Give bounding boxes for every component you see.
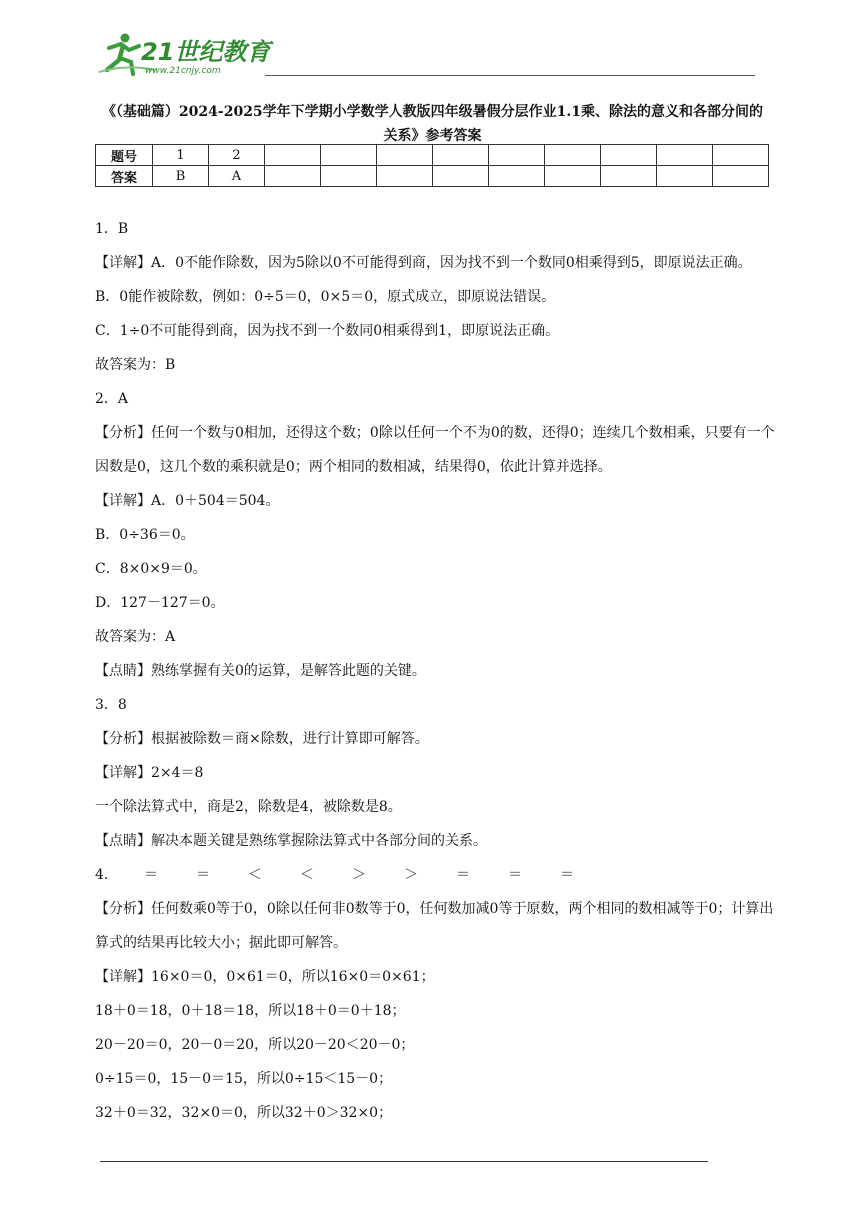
table-cell [321,166,377,187]
text-line: 【详解】A．0＋504＝504。 [95,493,280,509]
text-line: 【详解】2×4＝8 [95,765,204,781]
comparison-symbol: ＝ [144,867,158,883]
text-line: 一个除法算式中，商是2，除数是4，被除数是8。 [95,799,402,815]
text-line: 1．B [95,221,129,237]
text-line: 【点睛】解决本题关键是熟练掌握除法算式中各部分间的关系。 [95,833,487,849]
table-cell [601,166,657,187]
row-label: 答案 [96,166,153,187]
text-line: 【详解】16×0＝0，0×61＝0，所以16×0＝0×61； [95,969,435,985]
page-header [95,30,755,78]
text-line: 2．A [95,391,129,407]
comparison-symbol: ＝ [560,867,574,883]
comparison-symbol: ＝ [196,867,210,883]
text-line: 3．8 [95,697,127,713]
text-line: D．127－127＝0。 [95,595,225,611]
svg-text:www.21cnjy.com: www.21cnjy.com [145,66,221,76]
row-label: 题号 [96,145,153,166]
comparison-symbol: ＜ [300,867,314,883]
header-rule [265,75,755,76]
document-title: 《（基础篇）2024-2025学年下学期小学数学人教版四年级暑假分层作业1.1乘、除法的意义和各部分间的关系》参考答案 [101,104,764,144]
text-line: C．8×0×9＝0。 [95,561,207,577]
table-cell [657,145,713,166]
text-line: 故答案为：B [95,357,176,373]
table-cell: B [153,166,209,187]
table-cell [489,166,545,187]
table-row-answers [96,166,769,187]
table-cell [433,166,489,187]
comparison-symbol: ＜ [248,867,262,883]
table-cell [657,166,713,187]
footer-rule [100,1161,708,1162]
svg-text:21世纪教育: 21世纪教育 [141,38,271,66]
comparison-symbol: ＝ [508,867,522,883]
comparison-symbol: ＞ [404,867,418,883]
q4-answer-line [95,858,775,892]
comparison-symbol: ＝ [456,867,470,883]
table-cell [265,145,321,166]
table-cell [545,166,601,187]
text-line: 【分析】任何一个数与0相加，还得这个数；0除以任何一个不为0的数，还得0；连续几个数相乘，只要有一个因数是0，这几个数的乘积就是0；两个相同的数相减，结果得0，依此计算并选择。 [95,425,775,475]
text-line: B．0能作被除数，例如：0÷5＝0，0×5＝0，原式成立，即原说法错误。 [95,289,556,305]
text-line: 【分析】任何数乘0等于0，0除以任何非0数等于0，任何数加减0等于原数，两个相同的数相减等于0；计算出算式的结果再比较大小；据此即可解答。 [95,901,774,951]
text-line: 故答案为：A [95,629,176,645]
question-number: 4． [95,867,118,883]
table-cell: A [209,166,265,187]
table-cell [713,145,769,166]
text-line: 【分析】根据被除数＝商×除数，进行计算即可解答。 [95,731,429,747]
comparison-symbol: ＞ [352,867,366,883]
text-line: 【详解】A．0不能作除数，因为5除以0不可能得到商，因为找不到一个数同0相乘得到5，即原说法正确。 [95,255,752,271]
table-cell [713,166,769,187]
table-cell [265,166,321,187]
answer-table [95,144,769,187]
text-line: B．0÷36＝0。 [95,527,195,543]
table-cell: 1 [153,145,209,166]
21cnjy-logo [95,30,275,76]
table-cell [433,145,489,166]
table-cell [321,145,377,166]
text-line: 【点睛】熟练掌握有关0的运算，是解答此题的关键。 [95,663,426,679]
text-line: C．1÷0不可能得到商，因为找不到一个数同0相乘得到1，即原说法正确。 [95,323,560,339]
table-cell: 2 [209,145,265,166]
table-cell [377,145,433,166]
text-line: 20－20＝0，20－0＝20，所以20－20＜20－0； [95,1037,415,1053]
table-cell [489,145,545,166]
text-line: 32＋0＝32，32×0＝0，所以32＋0＞32×0； [95,1105,393,1121]
table-cell [377,166,433,187]
text-line: 0÷15＝0，15－0＝15，所以0÷15＜15－0； [95,1071,393,1087]
table-row-numbers [96,145,769,166]
text-line: 18＋0＝18，0＋18＝18，所以18＋0＝0＋18； [95,1003,406,1019]
table-cell [545,145,601,166]
answer-content [95,212,775,1130]
table-cell [601,145,657,166]
